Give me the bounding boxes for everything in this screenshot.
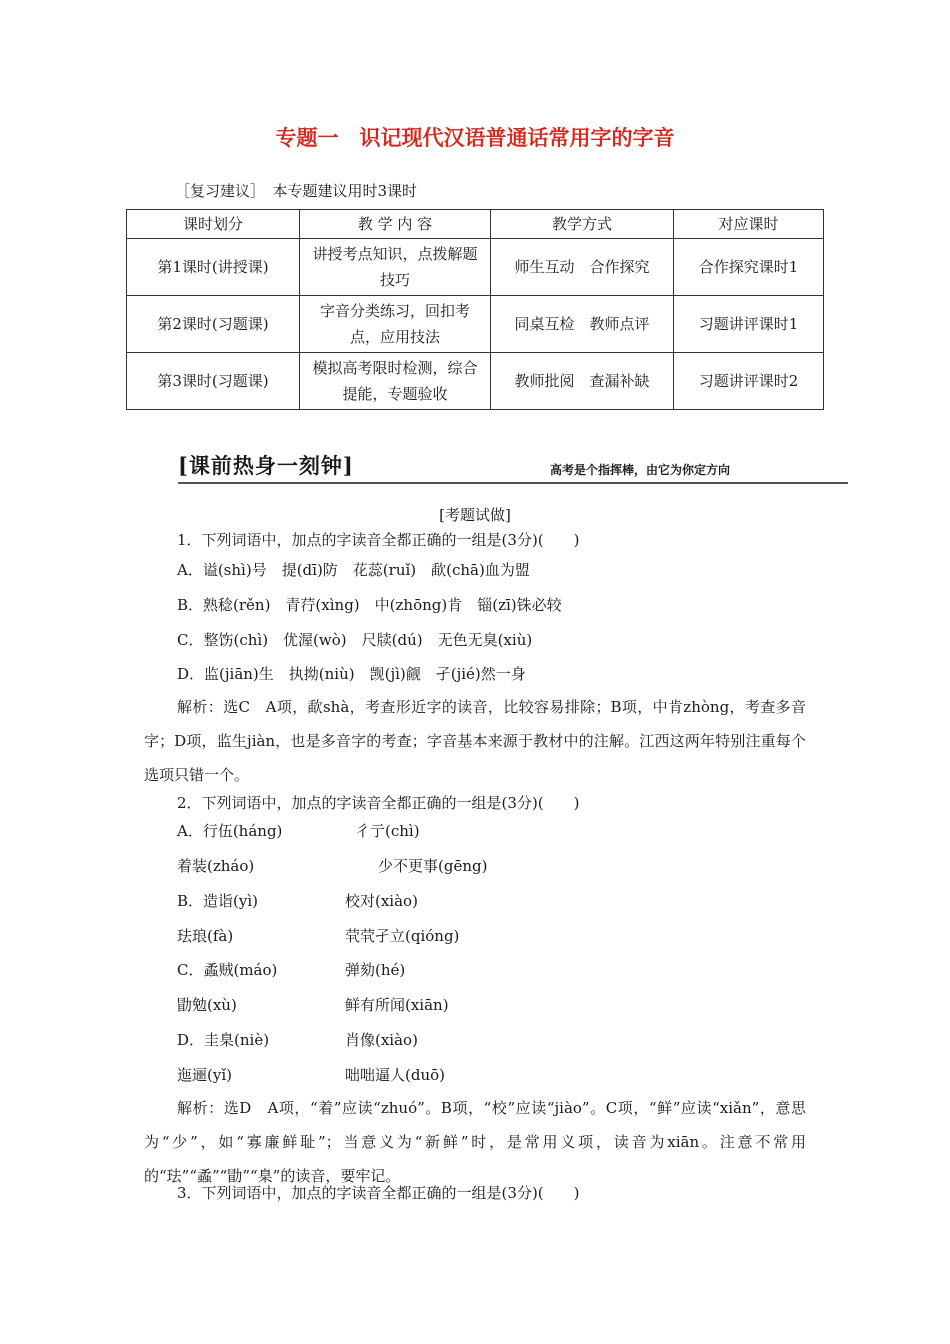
question-2-option-right: 少不更事(gēng) (378, 857, 488, 875)
question-1-option-b: B．熟稔(rěn) 青荇(xìng) 中(zhōng)肯 锱(zī)铢必较 (177, 596, 562, 614)
table-cell-period: 第1课时(讲授课) (127, 239, 300, 296)
table-header-cell: 教 学 内 容 (300, 210, 491, 239)
question-2-option-left: A．行伍(háng) (177, 822, 283, 840)
banner-slogan: 高考是个指挥棒，由它为你定方向 (549, 463, 730, 477)
table-cell-period: 第3课时(习题课) (127, 353, 300, 410)
question-2-option-right: 校对(xiào) (345, 892, 418, 910)
section-banner (178, 450, 848, 484)
question-1-option-c: C．整饬(chì) 优渥(wò) 尺牍(dú) 无色无臭(xiù) (177, 631, 533, 649)
question-1-option-d: D．监(jiān)生 执拗(niù) 觊(jì)觎 孑(jié)然一身 (177, 665, 526, 683)
review-note: ［复习建议］ 本专题建议用时3课时 (175, 182, 418, 200)
table-row (127, 239, 824, 296)
table-header-cell: 课时划分 (127, 210, 300, 239)
question-2-option-right: 彳亍(chì) (355, 822, 420, 840)
section-heading: [考题试做] (439, 506, 511, 524)
question-2-analysis: 解析：选D A项，“着”应读“zhuó”。B项，“校”应读“jiào”。C项，“鲜”应读“xiǎn”，意思为“少”，如“寡廉鲜耻”；当意义为“新鲜”时，是常用义项，读音为xiān。注意不常用的“珐”“蟊”“勖”“臬”的读音，要牢记。 (144, 1099, 806, 1185)
table-cell-content: 模拟高考限时检测，综合提能，专题验收 (300, 353, 491, 410)
table-cell-content: 讲授考点知识，点拨解题技巧 (300, 239, 491, 296)
table-cell-method: 同桌互检 教师点评 (491, 296, 674, 353)
table-cell-method: 教师批阅 查漏补缺 (491, 353, 674, 410)
question-2-option-left: C．蟊贼(máo) (177, 961, 278, 979)
table-cell-lesson: 合作探究课时1 (674, 239, 824, 296)
question-2-option-left: 迤逦(yǐ) (177, 1066, 232, 1084)
question-2-option-right: 咄咄逼人(duō) (345, 1066, 445, 1084)
question-2-option-right: 肖像(xiào) (345, 1031, 418, 1049)
question-3-stem: 3．下列词语中，加点的字读音全都正确的一组是(3分)( ) (177, 1184, 580, 1202)
lesson-plan-table (126, 209, 824, 410)
table-cell-lesson: 习题讲评课时1 (674, 296, 824, 353)
question-2-option-left: D．圭臬(niè) (177, 1031, 270, 1049)
table-cell-method: 师生互动 合作探究 (491, 239, 674, 296)
table-header-cell: 对应课时 (674, 210, 824, 239)
question-2-option-left: 着装(zháo) (177, 857, 255, 875)
table-header-row (127, 210, 824, 239)
table-cell-content: 字音分类练习，回扣考点，应用技法 (300, 296, 491, 353)
question-1-stem: 1．下列词语中，加点的字读音全都正确的一组是(3分)( ) (177, 531, 580, 549)
question-2-option-right: 弹劾(hé) (345, 961, 406, 979)
question-1-option-a: A．谥(shì)号 提(dī)防 花蕊(ruǐ) 歃(chā)血为盟 (177, 561, 530, 579)
table-cell-lesson: 习题讲评课时2 (674, 353, 824, 410)
table-header-cell: 教学方式 (491, 210, 674, 239)
question-1-analysis: 解析：选C A项，歃shà，考查形近字的读音，比较容易排除；B项，中肯zhòng，考查多音字；D项，监生jiàn，也是多音字的考查；字音基本来源于教材中的注解。江西这两年特别注重每个选项只错一个。 (144, 698, 806, 784)
table-row (127, 353, 824, 410)
page-title: 专题一 识记现代汉语普通话常用字的字音 (275, 126, 675, 150)
question-2-option-right: 茕茕孑立(qióng) (345, 927, 460, 945)
question-2-option-left: 勖勉(xù) (177, 996, 237, 1014)
table-row (127, 296, 824, 353)
question-2-option-left: B．造诣(yì) (177, 892, 258, 910)
question-2-stem: 2．下列词语中，加点的字读音全都正确的一组是(3分)( ) (177, 794, 580, 812)
table-cell-period: 第2课时(习题课) (127, 296, 300, 353)
question-2-option-left: 珐琅(fà) (177, 927, 234, 945)
question-2-option-right: 鲜有所闻(xiān) (345, 996, 449, 1014)
banner-title: [课前热身一刻钟] (178, 453, 354, 478)
